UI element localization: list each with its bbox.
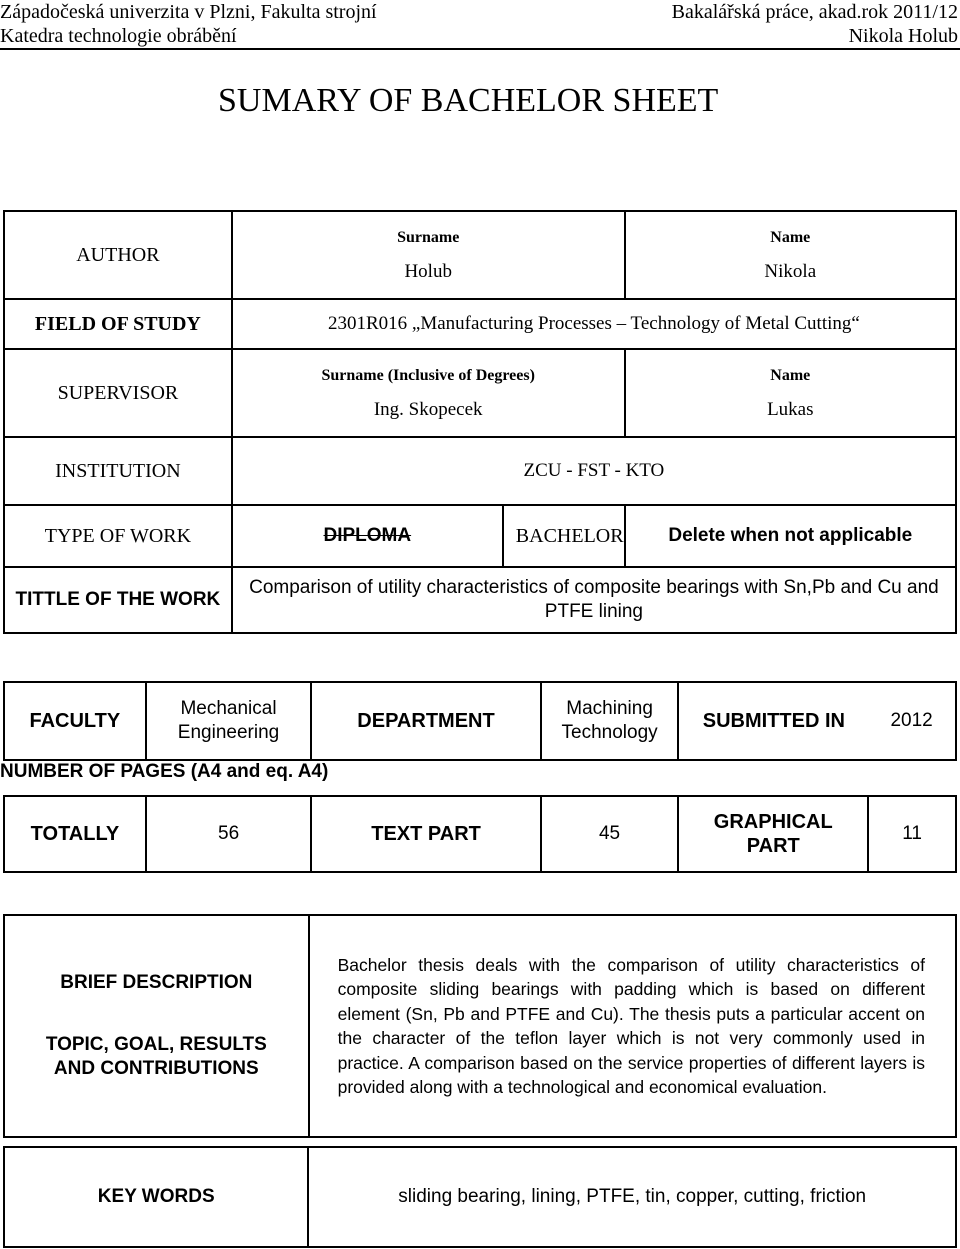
submitted-label: SUBMITTED IN — [678, 682, 868, 760]
faculty-label: FACULTY — [4, 682, 146, 760]
topic-goal-label: TOPIC, GOAL, RESULTS AND CONTRIBUTIONS — [45, 1034, 267, 1079]
header-university: Západočeská univerzita v Plzni, Fakulta strojní — [0, 1, 377, 23]
pages-table — [3, 795, 957, 873]
supervisor-name-cell — [625, 349, 956, 437]
graphical-part-value: 11 — [868, 796, 956, 872]
header-rule — [0, 48, 960, 50]
description-table — [3, 914, 957, 1138]
header-author: Nikola Holub — [848, 25, 958, 47]
info-table — [3, 210, 957, 634]
author-name: Nikola — [764, 261, 817, 282]
author-surname: Holub — [404, 261, 452, 282]
institution-value: ZCU - FST - KTO — [232, 437, 956, 505]
brief-description-label: BRIEF DESCRIPTION — [60, 972, 253, 993]
description-text: Bachelor thesis deals with the comparison of utility characteristics of composite sliding bearings with padding which is based on different element (Sn, Pb and PTFE and Cu). The thesis puts a particular accent on the character of the teflon layer which is not very commonly used in practice. A comparison based on the service properties of different layers is provided along with a technological and economical evaluation. — [309, 915, 956, 1137]
description-labels — [4, 915, 309, 1137]
supervisor-surname-cell — [232, 349, 625, 437]
header-department: Katedra technologie obrábění — [0, 25, 237, 47]
institution-label: INSTITUTION — [4, 437, 232, 505]
type-bachelor: BACHELOR — [503, 505, 625, 567]
keywords-text: sliding bearing, lining, PTFE, tin, copper, cutting, friction — [308, 1147, 956, 1247]
supervisor-name-label: Name — [770, 367, 811, 384]
supervisor-name: Lukas — [767, 399, 814, 420]
header-thesis-year: Bakalářská práce, akad.rok 2011/12 — [671, 1, 958, 23]
submitted-value: 2012 — [868, 682, 956, 760]
keywords-label: KEY WORDS — [4, 1147, 308, 1247]
surname-label: Surname — [397, 229, 460, 246]
keywords-table — [3, 1146, 957, 1248]
department-value: Machining Technology — [541, 682, 679, 760]
author-name-cell — [625, 211, 956, 299]
type-label: TYPE OF WORK — [4, 505, 232, 567]
supervisor-label: SUPERVISOR — [4, 349, 232, 437]
type-diploma: DIPLOMA — [232, 505, 503, 567]
supervisor-surname: Ing. Skopecek — [373, 399, 483, 420]
work-title-label: TITTLE OF THE WORK — [4, 567, 232, 633]
page-title: SUMARY OF BACHELOR SHEET — [218, 82, 719, 119]
faculty-table — [3, 681, 957, 761]
work-title: Comparison of utility characteristics of composite bearings with Sn,Pb and Cu and PTFE lining — [232, 567, 956, 633]
author-label: AUTHOR — [4, 211, 232, 299]
text-part-value: 45 — [541, 796, 679, 872]
totally-label: TOTALLY — [4, 796, 146, 872]
graphical-part-label: GRAPHICAL PART — [678, 796, 868, 872]
department-label: DEPARTMENT — [311, 682, 540, 760]
name-label: Name — [770, 229, 811, 246]
pages-heading: NUMBER OF PAGES (A4 and eq. A4) — [0, 761, 332, 783]
faculty-value: Mechanical Engineering — [146, 682, 312, 760]
supervisor-surname-label: Surname (Inclusive of Degrees) — [321, 367, 535, 384]
text-part-label: TEXT PART — [311, 796, 540, 872]
field-value: 2301R016 „Manufacturing Processes – Technology of Metal Cutting“ — [232, 299, 956, 349]
author-surname-cell — [232, 211, 625, 299]
type-note: Delete when not applicable — [625, 505, 956, 567]
totally-value: 56 — [146, 796, 312, 872]
field-label: FIELD OF STUDY — [4, 299, 232, 349]
